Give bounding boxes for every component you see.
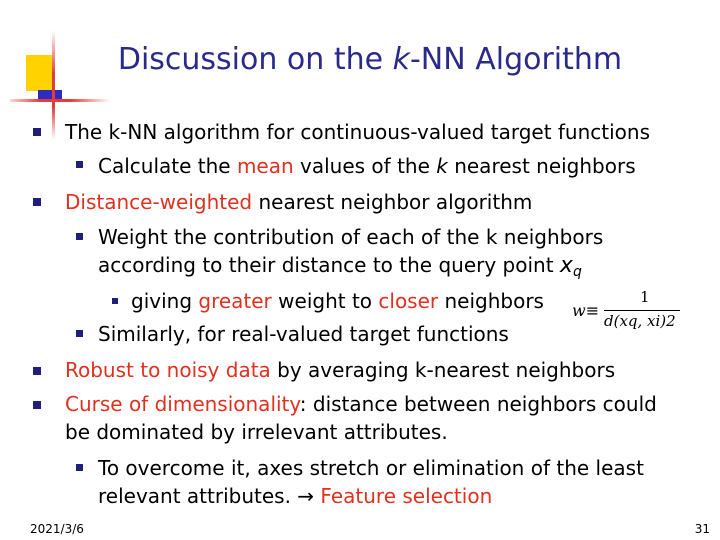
line-query-point: [98, 252, 582, 285]
text: Calculate the: [98, 154, 237, 178]
text: according to their distance to the query point: [98, 253, 560, 277]
bullet-marker: [112, 298, 118, 304]
bullet-marker: [76, 330, 83, 337]
bullet-curse-dimensionality: [65, 391, 657, 417]
title-k: k: [392, 42, 410, 77]
text: relevant attributes.: [98, 484, 298, 508]
text-curse-of-dimensionality: Curse of dimensionality: [65, 392, 300, 416]
title-prefix: Discussion on the: [117, 42, 393, 77]
formula-numerator: 1: [640, 288, 650, 306]
bullet-greater-weight: [131, 288, 544, 314]
text-robust-noisy: Robust to noisy data: [65, 358, 271, 382]
bullet-marker: [76, 464, 83, 471]
bullet-distance-weighted: [65, 189, 532, 215]
arrow-icon: →: [297, 484, 315, 508]
line-dominated: be dominated by irrelevant attributes.: [65, 420, 448, 444]
bullet-robust-noisy: [65, 357, 615, 383]
bullet-marker: [33, 198, 41, 206]
text: values of the: [293, 154, 437, 178]
page-number: 31: [694, 522, 710, 536]
text: neighbors: [438, 289, 544, 313]
text: : distance between neighbors could: [299, 392, 657, 416]
bullet-real-valued: Similarly, for real-valued target functions: [98, 322, 509, 346]
text-distance-weighted: Distance-weighted: [65, 190, 253, 214]
decor-red-line-horizontal: [10, 99, 110, 102]
bullet-knn-continuous: The k-NN algorithm for continuous-valued target functions: [65, 120, 651, 144]
bullet-marker: [76, 233, 83, 240]
bullet-marker: [33, 128, 41, 136]
footer-date: 2021/3/6: [30, 522, 84, 536]
title-suffix: -NN Algorithm: [409, 42, 623, 77]
text: by averaging k-nearest neighbors: [270, 358, 616, 382]
weight-formula: [572, 288, 692, 338]
text: nearest neighbors: [447, 154, 636, 178]
formula-fraction-bar: [604, 310, 680, 311]
formula-denominator: d(xq, xi)2: [604, 312, 676, 330]
bullet-weight-contribution: Weight the contribution of each of the k neighbors: [98, 225, 604, 249]
bullet-marker: [33, 401, 41, 409]
text-greater: greater: [198, 289, 272, 313]
text: weight to: [271, 289, 379, 313]
bullet-calculate-mean: [98, 153, 636, 179]
slide-title: [0, 42, 720, 77]
bullet-marker: [76, 161, 83, 168]
formula-w: w≡: [572, 301, 600, 320]
text-x: x: [559, 253, 573, 278]
text: nearest neighbor algorithm: [252, 190, 533, 214]
text-feature-selection: Feature selection: [314, 484, 493, 508]
text: giving: [131, 289, 199, 313]
text-closer: closer: [378, 289, 439, 313]
text-k: k: [436, 154, 448, 178]
text-q: q: [572, 264, 582, 280]
bullet-marker: [33, 367, 41, 375]
text-mean: mean: [236, 154, 294, 178]
line-feature-selection: [98, 483, 492, 509]
bullet-overcome: To overcome it, axes stretch or elimination of the least: [98, 456, 644, 480]
